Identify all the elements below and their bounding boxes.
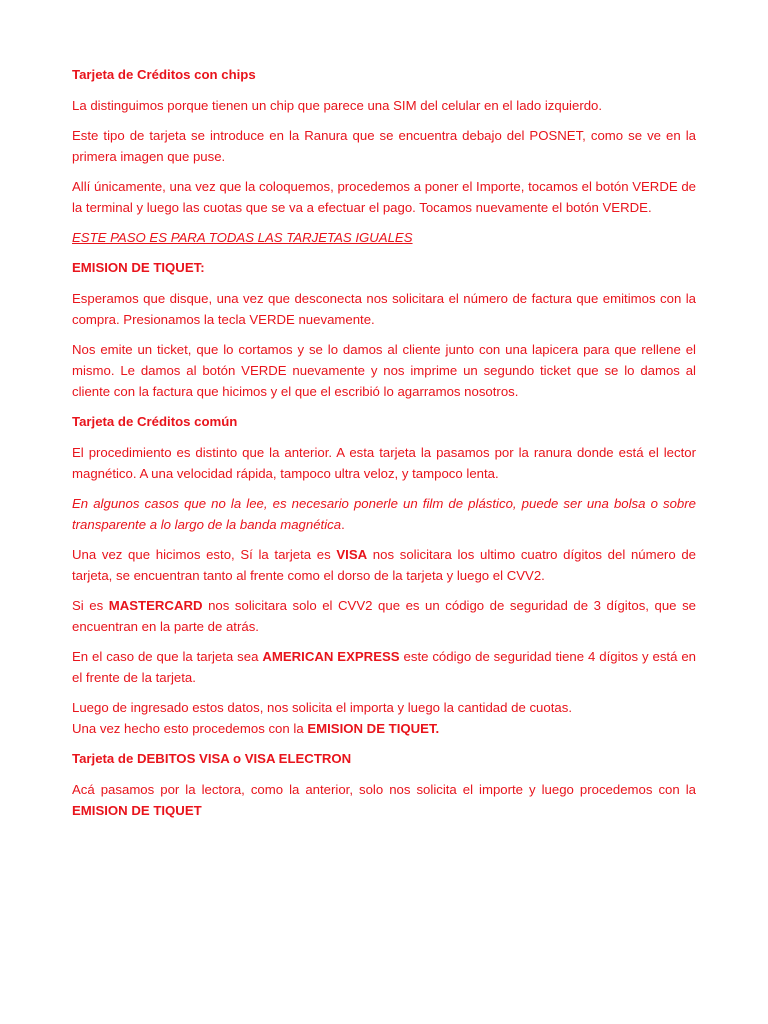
paragraph-common-film-tip <box>72 493 696 535</box>
visa-brand: VISA <box>336 547 368 562</box>
paragraph-chip-description: La distinguimos porque tienen un chip que parece una SIM del celular en el lado izquierdo. <box>72 98 603 113</box>
amex-text-start: En el caso de que la tarjeta sea <box>72 649 263 664</box>
heading-emision-tiquet: EMISION DE TIQUET: <box>72 260 205 275</box>
paragraph-debit-procedure <box>72 779 696 821</box>
paragraph-amex <box>72 646 696 688</box>
mastercard-brand: MASTERCARD <box>108 598 203 613</box>
debit-emision-bold: EMISION DE TIQUET <box>72 803 202 818</box>
document-body <box>72 64 696 821</box>
paragraph-visa <box>72 544 696 586</box>
heading-chip-card: Tarjeta de Créditos con chips <box>72 67 256 82</box>
paragraph-mastercard <box>72 595 696 637</box>
paragraph-emision-ticket: Nos emite un ticket, que lo cortamos y se lo damos al cliente junto con una lapicera para que rellene el mismo. Le damos al botón VERDE nuevamente y nos imprime un segundo ticket que se lo damos al cliente con la factura que hicimos y el que el escribió lo agarramos nosotros. <box>72 342 696 399</box>
film-tip-period: . <box>341 517 345 532</box>
mastercard-text-start: Si es <box>72 598 109 613</box>
amex-text-end: este código de seguridad tiene 4 dígitos y está en el frente de la tarjeta. <box>72 649 696 685</box>
paragraph-chip-steps: Allí únicamente, una vez que la coloquemos, procedemos a poner el Importe, tocamos el botón VERDE de la terminal y luego las cuotas que se va a efectuar el pago. Tocamos nuevamente el botón VERDE. <box>72 179 696 215</box>
paragraph-chip-slot: Este tipo de tarjeta se introduce en la Ranura que se encuentra debajo del POSNET, como se ve en la primera imagen que puse. <box>72 128 696 164</box>
note-all-cards: ESTE PASO ES PARA TODAS LAS TARJETAS IGUALES <box>72 230 413 245</box>
film-tip-text: En algunos casos que no la lee, es necesario ponerle un film de plástico, puede ser una bolsa o sobre transparente a lo largo de la banda magnética <box>72 496 696 532</box>
mastercard-text-end: nos solicitara solo el CVV2 que es un código de seguridad de 3 dígitos, que se encuentran en la parte de atrás. <box>72 598 696 634</box>
paragraph-proceed-emision <box>72 718 696 739</box>
visa-text-end: nos solicitara los ultimo cuatro dígitos del número de tarjeta, se encuentran tanto al frente como el dorso de la tarjeta y luego el CVV2. <box>72 547 696 583</box>
heading-common-card: Tarjeta de Créditos común <box>72 414 238 429</box>
paragraph-emision-invoice: Esperamos que disque, una vez que desconecta nos solicitara el número de factura que emitimos con la compra. Presionamos la tecla VERDE nuevamente. <box>72 291 696 327</box>
heading-debit-card: Tarjeta de DEBITOS VISA o VISA ELECTRON <box>72 751 352 766</box>
debit-text: Acá pasamos por la lectora, como la anterior, solo nos solicita el importe y luego procedemos con la <box>72 782 696 797</box>
paragraph-after-data: Luego de ingresado estos datos, nos solicita el importa y luego la cantidad de cuotas. <box>72 700 572 715</box>
visa-text-start: Una vez que hicimos esto, Sí la tarjeta es <box>72 547 337 562</box>
paragraph-common-procedure: El procedimiento es distinto que la anterior. A esta tarjeta la pasamos por la ranura donde está el lector magnético. A una velocidad rápida, tampoco ultra veloz, y tampoco lenta. <box>72 445 696 481</box>
proceed-text: Una vez hecho esto procedemos con la <box>72 721 308 736</box>
amex-brand: AMERICAN EXPRESS <box>262 649 400 664</box>
proceed-emision-bold: EMISION DE TIQUET. <box>307 721 440 736</box>
